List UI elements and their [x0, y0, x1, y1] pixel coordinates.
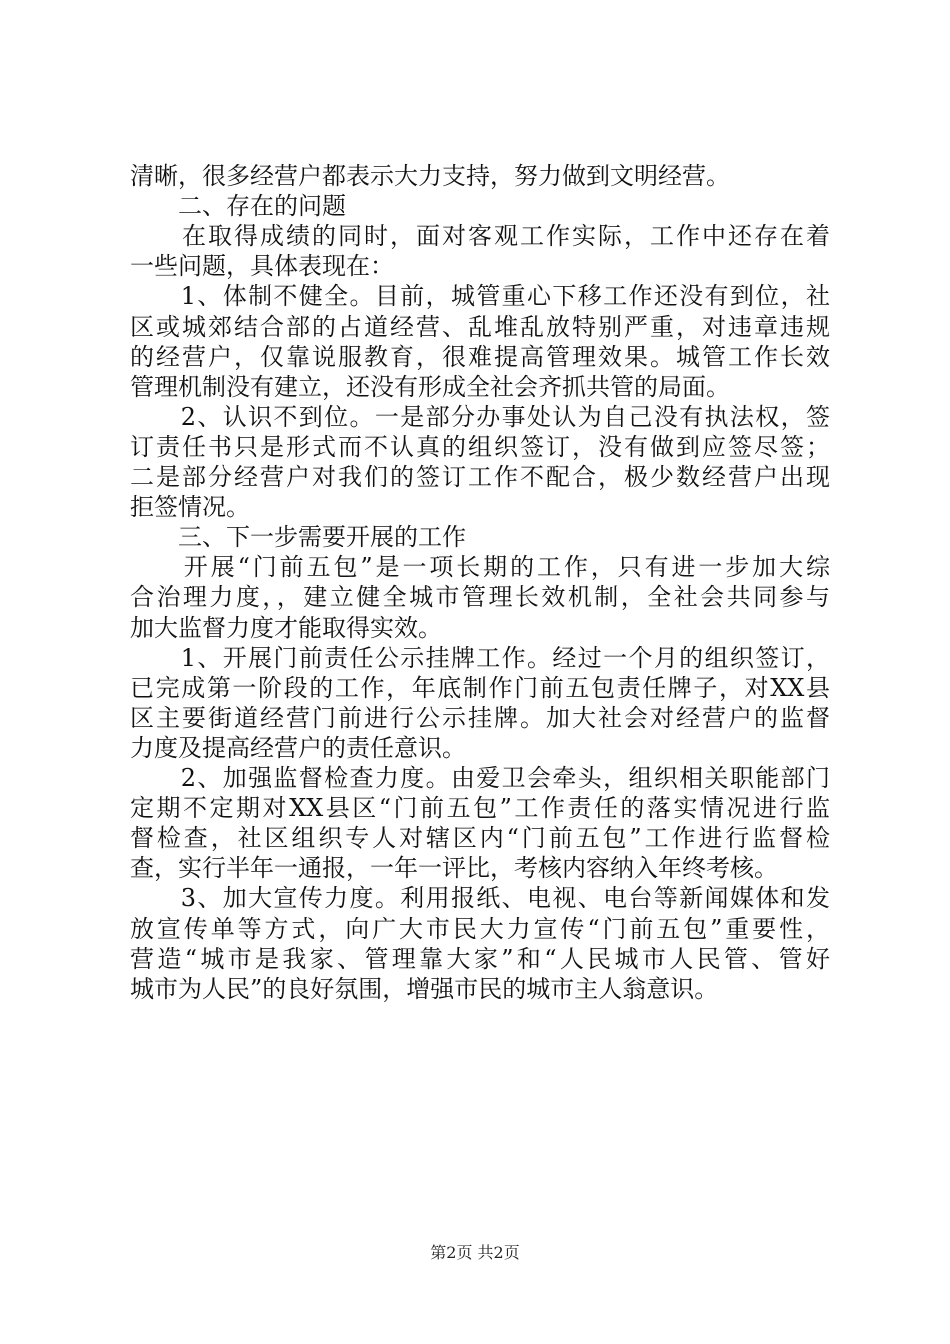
text-line: 放宣传单等方式，向广大市民大力宣传“门前五包”重要性，	[130, 914, 830, 943]
text-line: 督检查，社区组织专人对辖区内“门前五包”工作进行监督检	[130, 824, 830, 853]
text-line: 查，实行半年一通报，一年一评比，考核内容纳入年终考核。	[130, 854, 778, 883]
text-line: 区或城郊结合部的占道经营、乱堆乱放特别严重，对违章违规	[130, 312, 830, 341]
page-footer: 第2页 共2页	[430, 1243, 520, 1262]
text-line: 二是部分经营户对我们的签订工作不配合，极少数经营户出现	[130, 463, 830, 491]
text-line: 3、加大宣传力度。利用报纸、电视、电台等新闻媒体和发	[130, 884, 830, 913]
text-line: 力度及提高经营户的责任意识。	[130, 733, 466, 762]
text-line: 开展“门前五包”是一项长期的工作，只有进一步加大综	[130, 553, 830, 582]
text-line: 在取得成绩的同时，面对客观工作实际，工作中还存在着	[130, 222, 830, 251]
text-line: 的经营户，仅靠说服教育，很难提高管理效果。城管工作长效	[130, 342, 830, 371]
text-line: 加大监督力度才能取得实效。	[130, 613, 442, 642]
text-line: 清晰，很多经营户都表示大力支持，努力做到文明经营。	[130, 162, 730, 190]
text-line: 1、开展门前责任公示挂牌工作。经过一个月的组织签订，	[130, 643, 830, 672]
text-line: 三、下一步需要开展的工作	[130, 523, 466, 552]
text-line: 定期不定期对XX县区“门前五包”工作责任的落实情况进行监	[130, 794, 830, 823]
text-line: 订责任书只是形式而不认真的组织签订，没有做到应签尽签；	[130, 432, 830, 461]
text-line: 营造“城市是我家、管理靠大家”和“人民城市人民管、管好	[130, 944, 830, 973]
text-line: 已完成第一阶段的工作，年底制作门前五包责任牌子，对XX县	[130, 673, 830, 702]
text-line: 2、认识不到位。一是部分办事处认为自己没有执法权，签	[130, 402, 830, 431]
text-line: 1、体制不健全。目前，城管重心下移工作还没有到位，社	[130, 282, 830, 311]
text-line: 一些问题，具体表现在：	[130, 252, 394, 281]
text-line: 2、加强监督检查力度。由爱卫会牵头，组织相关职能部门	[130, 764, 830, 792]
text-line: 城市为人民”的良好氛围，增强市民的城市主人翁意识。	[130, 974, 719, 1003]
text-line: 管理机制没有建立，还没有形成全社会齐抓共管的局面。	[130, 372, 730, 401]
text-line: 二、存在的问题	[130, 192, 346, 221]
text-line: 拒签情况。	[130, 493, 250, 522]
text-line: 合治理力度，，建立健全城市管理长效机制，全社会共同参与	[130, 583, 830, 612]
text-line: 区主要街道经营门前进行公示挂牌。加大社会对经营户的监督	[130, 703, 830, 732]
